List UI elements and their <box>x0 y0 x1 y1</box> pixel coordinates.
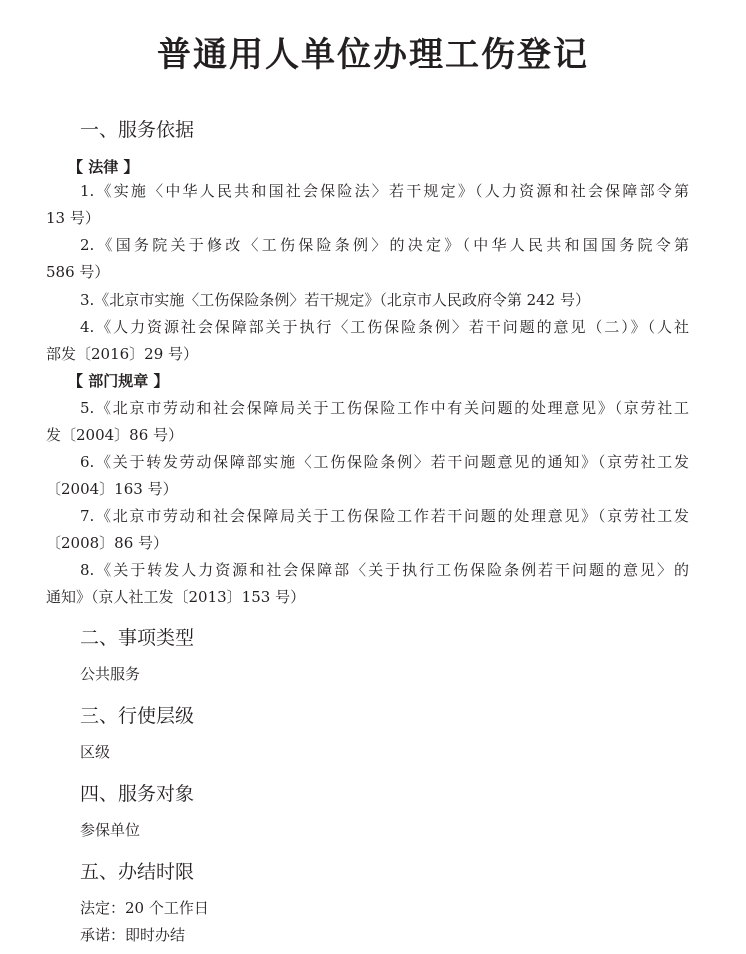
rule-item-6 <box>46 449 689 503</box>
law-item-4-line1: 4.《人力资源社会保障部关于执行〈工伤保险条例〉若干问题的意见（二）》（人社 <box>80 318 689 336</box>
rule-item-7-line2: 〔2008〕86 号） <box>46 534 169 552</box>
rule-item-6-line1: 6.《关于转发劳动保障部实施〈工伤保险条例〉若干问题意见的通知》（京劳社工发 <box>80 453 689 471</box>
law-item-1 <box>46 178 689 232</box>
law-item-2-line1: 2.《国务院关于修改〈工伤保险条例〉的决定》（中华人民共和国国务院令第 <box>80 236 689 254</box>
section-heading-basis: 一、服务依据 <box>80 119 195 141</box>
rule-item-5-line1: 5.《北京市劳动和社会保障局关于工伤保险工作中有关问题的处理意见》（京劳社工 <box>80 399 689 417</box>
law-item-2-line2: 586 号） <box>46 263 110 281</box>
law-item-2 <box>46 232 689 286</box>
rule-item-5-line2: 发〔2004〕86 号） <box>46 426 184 444</box>
page-title: 普通用人单位办理工伤登记 <box>157 35 589 75</box>
rule-item-8-line2: 通知》（京人社工发〔2013〕153 号） <box>46 588 306 606</box>
rule-item-8-line1: 8.《关于转发人力资源和社会保障部〈关于执行工伤保险条例若干问题的意见〉的 <box>80 561 689 579</box>
rule-item-8 <box>46 557 689 611</box>
item-type-value: 公共服务 <box>80 665 141 683</box>
section-heading-target: 四、服务对象 <box>80 783 195 805</box>
time-statutory: 法定：20 个工作日 <box>80 899 209 917</box>
law-item-3 <box>46 287 689 314</box>
level-value: 区级 <box>80 743 111 761</box>
target-value: 参保单位 <box>80 821 141 839</box>
subheading-law: 【 法律 】 <box>68 158 139 176</box>
law-item-1-line1: 1.《实施〈中华人民共和国社会保险法〉若干规定》（人力资源和社会保障部令第 <box>80 182 689 200</box>
law-item-4 <box>46 314 689 368</box>
law-item-3-line1: 3.《北京市实施〈工伤保险条例〉若干规定》（北京市人民政府令第 242 号） <box>80 291 590 309</box>
section-heading-time: 五、办结时限 <box>80 861 195 883</box>
rule-item-6-line2: 〔2004〕163 号） <box>46 480 178 498</box>
rule-item-7-line1: 7.《北京市劳动和社会保障局关于工伤保险工作若干问题的处理意见》（京劳社工发 <box>80 507 689 525</box>
rule-item-7 <box>46 503 689 557</box>
subheading-rules: 【 部门规章 】 <box>68 372 169 390</box>
rule-item-5 <box>46 395 689 449</box>
time-promise: 承诺：即时办结 <box>80 926 186 944</box>
law-item-1-line2: 13 号） <box>46 209 100 227</box>
section-heading-level: 三、行使层级 <box>80 705 195 727</box>
section-heading-type: 二、事项类型 <box>80 627 195 649</box>
law-item-4-line2: 部发〔2016〕29 号） <box>46 345 199 363</box>
